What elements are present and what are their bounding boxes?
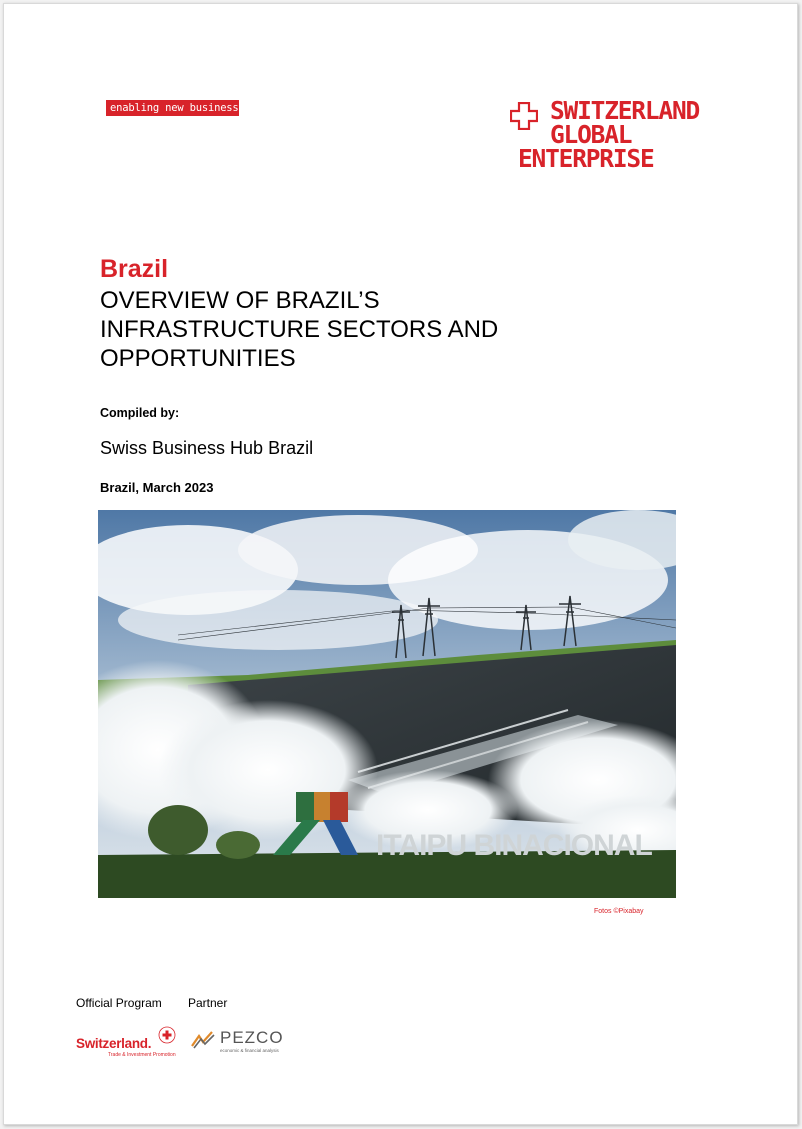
photo-credit: Fotos ©Pixabay	[594, 908, 644, 915]
swiss-cross-icon	[510, 102, 538, 130]
cover-photo-itaipu-dam	[98, 510, 676, 898]
pezco-mark-icon	[190, 1030, 216, 1050]
photo-sign-text: ITAIPU BINACIONAL	[376, 829, 652, 862]
dam-illustration	[98, 510, 676, 898]
official-program-label: Official Program	[76, 996, 162, 1010]
title-line: OVERVIEW OF BRAZIL’S	[100, 287, 380, 314]
partner-label: Partner	[188, 996, 228, 1010]
pezco-logo-text: PEZCO	[220, 1028, 284, 1047]
document-title	[100, 286, 620, 373]
brand-line-1: SWITZERLAND	[550, 96, 700, 125]
compiled-by-label: Compiled by:	[100, 406, 180, 420]
brand-line-2: GLOBAL	[550, 120, 632, 149]
switzerland-logo-subtitle: Trade & Investment Promotion	[108, 1052, 176, 1058]
switzerland-logo	[76, 1026, 180, 1060]
title-line: OPPORTUNITIES	[100, 345, 296, 372]
compiler-name: Swiss Business Hub Brazil	[100, 438, 314, 458]
pezco-logo	[190, 1028, 290, 1058]
country-heading: Brazil	[100, 255, 169, 283]
tagline-banner: enabling new business	[106, 100, 239, 116]
publication-date: Brazil, March 2023	[100, 480, 214, 495]
brand-line-3: ENTERPRISE	[518, 144, 654, 173]
swiss-cross-circle-icon	[158, 1026, 176, 1044]
document-page	[3, 3, 798, 1125]
title-line: INFRASTRUCTURE SECTORS AND	[100, 316, 499, 343]
switzerland-logo-text: Switzerland.	[76, 1036, 152, 1051]
switzerland-global-enterprise-logo	[510, 96, 740, 180]
pezco-logo-subtitle: economic & financial analysis	[220, 1048, 279, 1053]
